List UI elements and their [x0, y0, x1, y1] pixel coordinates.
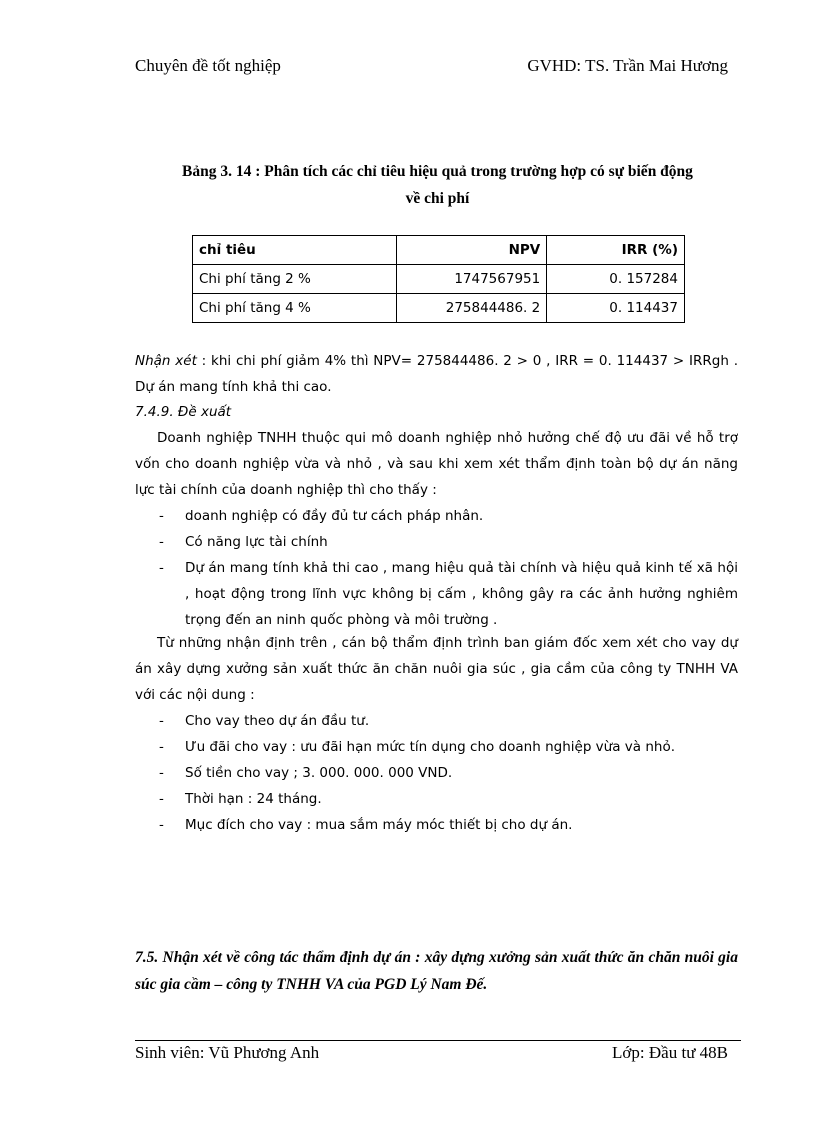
indicator-table: [192, 235, 685, 323]
section-75-title: 7.5. Nhận xét về công tác thẩm định dự án : xây dựng xưởng sản xuất thức ăn chăn nuôi gia súc gia cầm – công ty TNHH VA của PGD Lý Nam Đế.: [135, 949, 738, 993]
footer-divider: [135, 1040, 741, 1041]
header-left: Chuyên đề tốt nghiệp: [135, 56, 281, 75]
bullet-dash: -: [159, 817, 164, 833]
findings-list: [135, 503, 738, 633]
bullet-dash: -: [159, 739, 164, 755]
header-right: GVHD: TS. Trần Mai Hương: [527, 56, 728, 75]
table-row: [193, 265, 685, 294]
section-749-heading: 7.4.9. Đề xuất: [135, 404, 232, 420]
bullet-dash: -: [159, 791, 164, 807]
cell-indicator: Chi phí tăng 2 %: [193, 265, 397, 294]
remark-paragraph: [135, 348, 738, 400]
table-row: [193, 294, 685, 323]
footer-right: Lớp: Đầu tư 48B: [612, 1043, 728, 1062]
footer-left: Sinh viên: Vũ Phương Anh: [135, 1043, 320, 1062]
remark-text: : khi chi phí giảm 4% thì NPV= 275844486. 2 > 0 , IRR = 0. 114437 > IRRgh . Dự án mang tính khả thi cao.: [135, 353, 738, 395]
col-header-irr: IRR (%): [547, 236, 685, 265]
bullet-dash: -: [159, 560, 164, 576]
list-item: - doanh nghiệp có đầy đủ tư cách pháp nhân.: [135, 503, 738, 529]
list-item: - Ưu đãi cho vay : ưu đãi hạn mức tín dụng cho doanh nghiệp vừa và nhỏ.: [135, 734, 738, 760]
cell-irr: 0. 114437: [547, 294, 685, 323]
cell-indicator: Chi phí tăng 4 %: [193, 294, 397, 323]
table-caption-line2: về chi phí: [405, 190, 470, 207]
list-item: - Có năng lực tài chính: [135, 529, 738, 555]
bullet-dash: -: [159, 534, 164, 550]
list-item: - Cho vay theo dự án đầu tư.: [135, 708, 738, 734]
col-header-npv: NPV: [397, 236, 547, 265]
list-item: - Số tiền cho vay ; 3. 000. 000. 000 VND.: [135, 760, 738, 786]
list-item: - Thời hạn : 24 tháng.: [135, 786, 738, 812]
cell-irr: 0. 157284: [547, 265, 685, 294]
remark-label: Nhận xét: [135, 353, 197, 369]
table-caption: [140, 158, 735, 212]
table-header-row: [193, 236, 685, 265]
conclusion-paragraph: Từ những nhận định trên , cán bộ thẩm định trình ban giám đốc xem xét cho vay dự án xây dựng xưởng sản xuất thức ăn chăn nuôi gia súc , gia cầm của công ty TNHH VA với các nội dung :: [135, 635, 738, 703]
cell-npv: 275844486. 2: [397, 294, 547, 323]
intro-paragraph: Doanh nghiệp TNHH thuộc qui mô doanh nghiệp nhỏ hưởng chế độ ưu đãi về hỗ trợ vốn cho doanh nghiệp vừa và nhỏ , và sau khi xem xét thẩm định toàn bộ dự án năng lực tài chính của doanh nghiệp thì cho thấy :: [135, 430, 738, 498]
loan-terms-list: [135, 708, 738, 838]
bullet-dash: -: [159, 713, 164, 729]
bullet-dash: -: [159, 765, 164, 781]
cell-npv: 1747567951: [397, 265, 547, 294]
bullet-dash: -: [159, 508, 164, 524]
table-caption-line1: Bảng 3. 14 : Phân tích các chỉ tiêu hiệu quả trong trường hợp có sự biến động: [182, 163, 693, 180]
list-item: - Dự án mang tính khả thi cao , mang hiệu quả tài chính và hiệu quả kinh tế xã hội , hoạt động trong lĩnh vực không bị cấm , không gây ra các ảnh hưởng nghiêm trọng đến an ninh quốc phòng và môi trường .: [135, 555, 738, 633]
list-item: - Mục đích cho vay : mua sắm máy móc thiết bị cho dự án.: [135, 812, 738, 838]
col-header-indicator: chỉ tiêu: [193, 236, 397, 265]
